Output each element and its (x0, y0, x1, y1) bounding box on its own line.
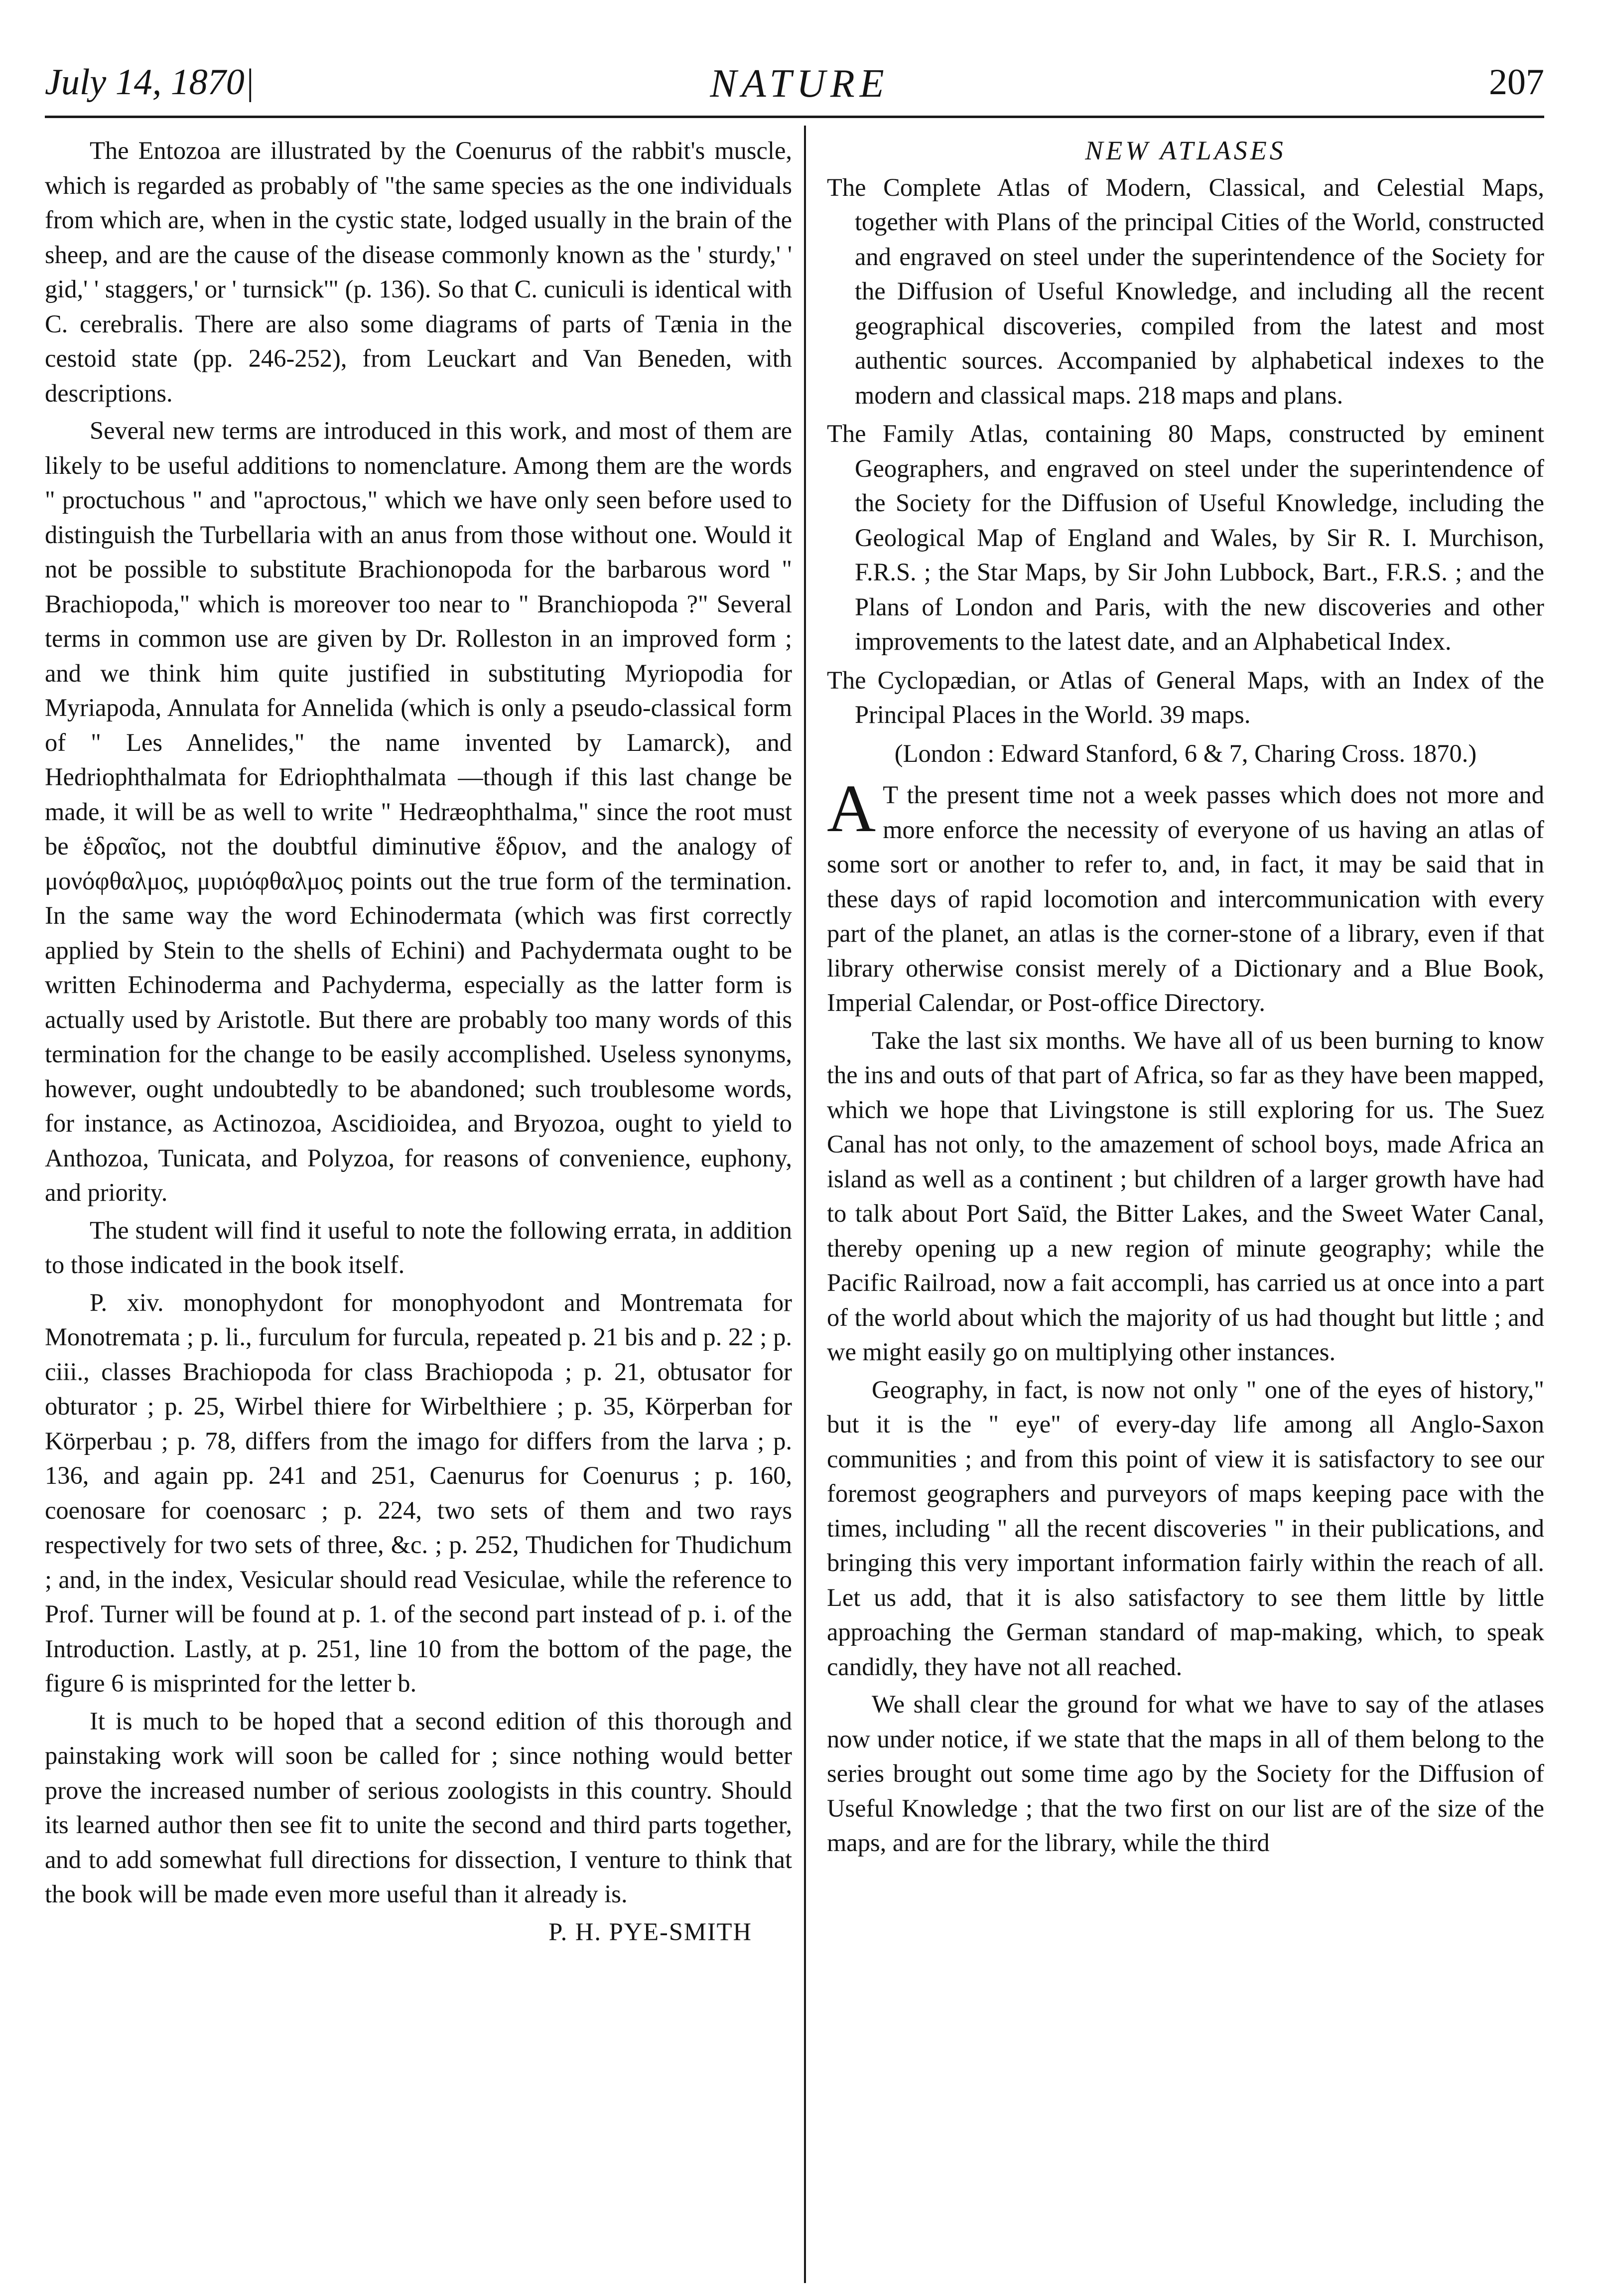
atlas-entry-family: The Family Atlas, containing 80 Maps, constructed by eminent Geographers, and engraved on steel under the superintendence of the Society for the Diffusion of Useful Knowledge, including the Geological Map of England and Wales, by Sir R. I. Murchison, F.R.S. ; the Star Maps, by Sir John Lubbock, Bart., F.R.S. ; and the Plans of London and Paris, with the new discoveries and other improvements to the latest date, and an Alphabetical Index. (827, 420, 1544, 655)
publisher-line: (London : Edward Stanford, 6 & 7, Charing Cross. 1870.) (894, 739, 1477, 767)
header-journal-title: NATURE (710, 62, 889, 106)
left-paragraph-errata-intro: The student will find it useful to note the following errata, in addition to those indicated in the book itself. (45, 1216, 792, 1279)
left-column (45, 134, 792, 1949)
column-divider (804, 126, 806, 2283)
atlas-entry-complete: The Complete Atlas of Modern, Classical, and Celestial Maps, together with Plans of the principal Cities of the World, constructed and engraved on steel under the superintendence of the Society for the Diffusion of Useful Knowledge, and including all the recent geographical discoveries, compiled from the latest and most authentic sources. Accompanied by alphabetical indexes to the modern and classical maps. 218 maps and plans. (827, 173, 1544, 409)
right-paragraph-opening-text: T the present time not a week passes which does not more and more enforce the necessity of everyone of us having an atlas of some sort or another to refer to, and, in fact, it may be said that in these days of rapid locomotion and intercommunication with every part of the planet, an atlas is the corner-stone of a library, even if that library otherwise consist merely of a Dictionary and a Blue Book, Imperial Calendar, or Post-office Directory. (827, 781, 1544, 1016)
header-rule (45, 116, 1544, 118)
right-paragraph-opening (827, 771, 1544, 1020)
atlas-entry-cyclopaedian: The Cyclopædian, or Atlas of General Maps, with an Index of the Principal Places in the World. 39 maps. (827, 666, 1544, 728)
drop-cap: A (827, 771, 876, 846)
section-title: NEW ATLASES (1085, 136, 1286, 165)
left-paragraph-errata-list: P. xiv. monophydont for monophyodont and Montremata for Monotremata ; p. li., furculum for furcula, repeated p. 21 bis and p. 22 ; p. ciii., classes Brachiopoda for class Brachiopoda ; p. 21, obtusator for obturator ; p. 25, Wirbel thiere for Wirbelthiere ; p. 35, Körperban for Körperbau ; p. 78, differs from the imago for differs from the larva ; p. 136, and again pp. 241 and 251, Caenurus for Coenurus ; p. 160, coenosare for coenosarc ; p. 224, two sets of them and two rays respectively for two sets of three, &c. ; p. 252, Thudichen for Thudichum ; and, in the index, Vesicular should read Vesiculae, while the reference to Prof. Turner will be found at p. 1. of the second part instead of p. i. of the Introduction. Lastly, at p. 251, line 10 from the bottom of the page, the figure 6 is misprinted for the letter b. (45, 1288, 792, 1697)
author-signature: P. H. PYE-SMITH (548, 1917, 752, 1946)
header-page-number: 207 (1489, 62, 1544, 103)
right-paragraph-six-months: Take the last six months. We have all of us been burning to know the ins and outs of that part of Africa, so far as they have been mapped, which we hope that Livingstone is still exploring for us. The Suez Canal has not only, to the amazement of school boys, made Africa an island as well as a continent ; but children of a larger growth have had to talk about Port Saïd, the Bitter Lakes, and the Sweet Water Canal, thereby opening up a new region of minute geography; while the Pacific Railroad, now a fait accompli, has carried us at once into a part of the world about which the majority of us had thought but little ; and we might easily go on multiplying other instances. (827, 1026, 1544, 1366)
header-date: July 14, 1870| (45, 62, 255, 103)
right-paragraph-clear-ground: We shall clear the ground for what we have to say of the atlases now under notice, if we state that the maps in all of them belong to the series brought out some time ago by the Society for the Diffusion of Useful Knowledge ; that the two first on our list are of the size of the maps, and are for the library, while the third (827, 1690, 1544, 1857)
left-paragraph-entozoa: The Entozoa are illustrated by the Coenurus of the rabbit's muscle, which is regarded as probably of "the same species as the one individuals from which are, when in the cystic state, lodged usually in the brain of the sheep, and are the cause of the disease commonly known as the ' sturdy,' ' gid,' ' staggers,' or ' turnsick'" (p. 136). So that C. cuniculi is identical with C. cerebralis. There are also some diagrams of parts of Tænia in the cestoid state (pp. 246-252), from Leuckart and Van Beneden, with descriptions. (45, 137, 792, 407)
left-paragraph-conclusion: It is much to be hoped that a second edition of this thorough and painstaking work will soon be called for ; since nothing would better prove the increased number of serious zoologists in this country. Should its learned author then see fit to unite the second and third parts together, and to add somewhat full directions for dissection, I venture to think that the book will be made even more useful than it already is. (45, 1707, 792, 1908)
left-paragraph-new-terms: Several new terms are introduced in this work, and most of them are likely to be useful additions to nomenclature. Among them are the words " proctuchous " and "aproctous," which we have only seen before used to distinguish the Turbellaria with an anus from those without one. Would it not be possible to substitute Brachionopoda for the barbarous word " Brachiopoda," which is moreover too near to " Branchiopoda ?" Several terms in common use are given by Dr. Rolleston in an improved form ; and we think him quite justified in substituting Myriopodia for Myriapoda, Annulata for Annelida (which is only a pseudo-classical form of " Les Annelides," the name invented by Lamarck), and Hedriophthalmata for Edriophthalmata —though if this last change be made, it will be as well to write " Hedræophthalma," since the root must be ἑδραῖος, not the doubtful diminutive ἕδριον, and the analogy of μονόφθαλμος, μυριόφθαλμος points out the true form of the termination. In the same way the word Echinodermata (which was first correctly applied by Stein to the shells of Echini) and Pachydermata ought to be written Echinoderma and Pachyderma, especially as the latter form is actually used by Aristotle. But there are probably too many words of this termination for the change to be easily accomplished. Useless synonyms, however, ought undoubtedly to be abandoned; such troublesome words, for instance, as Actinozoa, Ascidioidea, and Bryozoa, ought to yield to Anthozoa, Tunicata, and Polyzoa, for reasons of convenience, euphony, and priority. (45, 417, 792, 1206)
right-column (827, 134, 1544, 1861)
right-paragraph-geography: Geography, in fact, is now not only " one of the eyes of history," but it is the " eye" of every-day life among all Anglo-Saxon communities ; and from this point of view it is satisfactory to see our foremost geographers and purveyors of maps keeping pace with the times, including " all the recent discoveries " in their publications, and bringing this very important information fairly within the reach of all. Let us add, that it is also satisfactory to see them little by little approaching the German standard of map-making, which, to speak candidly, they have not all reached. (827, 1375, 1544, 1681)
